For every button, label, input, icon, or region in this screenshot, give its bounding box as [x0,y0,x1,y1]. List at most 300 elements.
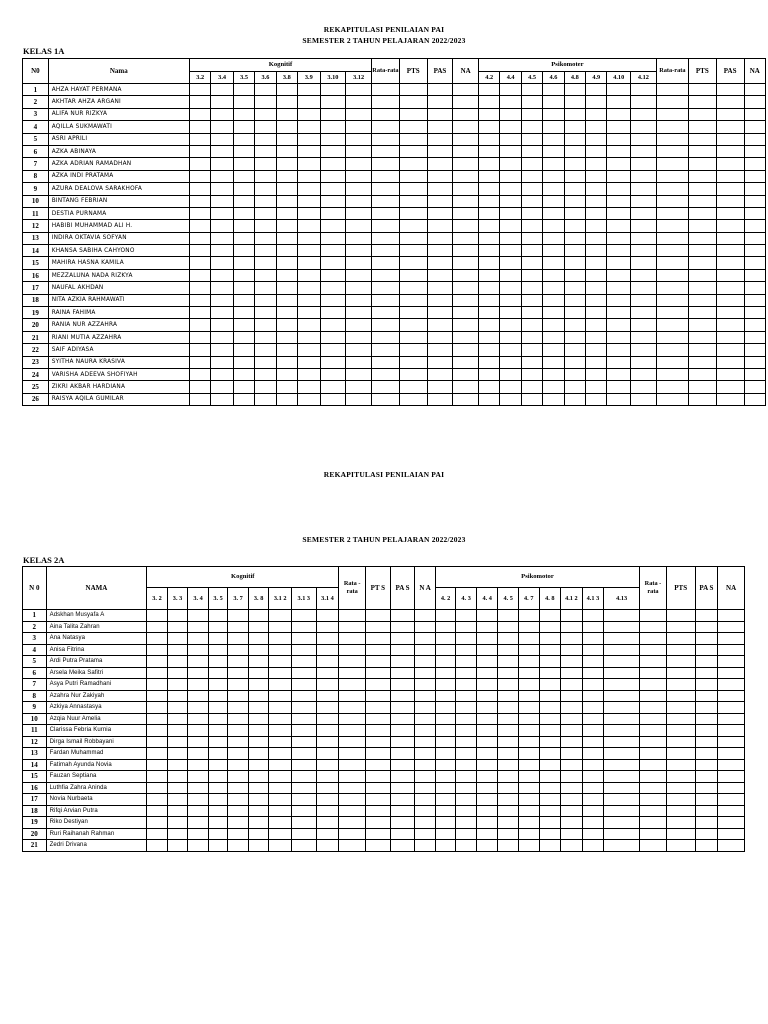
score-cell [147,690,168,702]
score-cell [167,690,188,702]
score-cell [543,393,564,405]
score-cell [666,794,695,806]
score-cell [564,195,585,207]
score-cell [561,794,583,806]
score-cell [498,828,519,840]
score-cell [415,644,436,656]
score-cell [371,356,399,368]
score-cell [415,736,436,748]
score-cell [688,195,716,207]
score-cell [564,356,585,368]
score-cell [582,610,604,622]
score-cell [390,725,415,737]
row-number: 18 [23,294,49,306]
score-cell [498,782,519,794]
score-cell [561,782,583,794]
psikomotor-col-label: 4.5 [521,72,542,84]
score-cell [607,108,631,120]
score-cell [399,207,427,219]
score-cell [269,713,292,725]
score-cell [366,713,391,725]
score-cell [371,220,399,232]
score-cell [346,158,372,170]
score-cell [561,805,583,817]
score-cell [453,319,479,331]
score-cell [228,805,249,817]
score-cell [415,713,436,725]
score-cell [640,713,667,725]
score-cell [435,713,456,725]
score-cell [371,245,399,257]
table-row [23,84,766,96]
score-cell [228,817,249,829]
score-cell [631,96,657,108]
score-cell [248,621,269,633]
kognitif-col-label: 3.1 3 [291,588,316,610]
score-cell [604,633,640,645]
score-cell [718,817,745,829]
score-cell [479,257,500,269]
score-cell [390,748,415,760]
score-cell [320,282,346,294]
score-cell [233,319,254,331]
score-cell [604,644,640,656]
score-cell [298,331,320,343]
score-cell [518,817,539,829]
score-cell [561,771,583,783]
score-cell [211,121,233,133]
score-cell [427,207,453,219]
score-cell [586,331,607,343]
score-cell [500,257,521,269]
score-cell [498,736,519,748]
score-cell [435,782,456,794]
score-cell [255,121,276,133]
score-cell [518,840,539,852]
score-cell [604,794,640,806]
score-cell [539,748,561,760]
score-cell [390,690,415,702]
table-row [23,633,745,645]
score-cell [500,96,521,108]
score-cell [631,220,657,232]
score-cell [640,702,667,714]
score-cell [346,170,372,182]
page-subtitle: SEMESTER 2 TAHUN PELAJARAN 2022/2023 [302,36,466,45]
score-cell [656,282,688,294]
score-cell [291,817,316,829]
table-row [23,713,745,725]
student-name: Zedri Drivana [46,840,147,852]
student-name: Azahra Nur Zakiyah [46,690,147,702]
kognitif-col-label: 3.5 [233,72,254,84]
student-name: RIANI MUTIA AZZAHRA [48,331,189,343]
score-cell [298,145,320,157]
score-cell [564,133,585,145]
score-cell [521,381,542,393]
col-header-kognitif: Kognitif [189,59,371,72]
score-cell [561,679,583,691]
score-cell [456,713,477,725]
score-cell [456,656,477,668]
score-cell [586,170,607,182]
score-cell [233,108,254,120]
score-cell [189,84,210,96]
score-cell [456,690,477,702]
score-cell [208,621,228,633]
score-cell [631,195,657,207]
row-number: 15 [23,771,47,783]
row-number: 19 [23,817,47,829]
score-cell [607,245,631,257]
student-name: Fardan Muhammad [46,748,147,760]
score-cell [564,84,585,96]
score-cell [453,183,479,195]
score-cell [415,805,436,817]
student-name: KHANSA SABIHA CAHYONO [48,245,189,257]
score-cell [167,748,188,760]
score-cell [346,96,372,108]
score-cell [656,207,688,219]
score-cell [744,133,765,145]
row-number: 25 [23,381,49,393]
row-number: 5 [23,656,47,668]
score-cell [666,759,695,771]
col-header-kognitif: Kognitif [147,567,339,588]
score-cell [607,282,631,294]
score-cell [269,644,292,656]
score-cell [453,356,479,368]
score-cell [695,759,718,771]
score-cell [298,393,320,405]
row-number: 2 [23,621,47,633]
table-row [23,782,745,794]
score-cell [255,393,276,405]
score-cell [316,782,339,794]
score-cell [366,771,391,783]
score-cell [228,725,249,737]
score-cell [656,393,688,405]
score-cell [666,690,695,702]
score-cell [208,771,228,783]
score-cell [189,183,210,195]
score-cell [233,356,254,368]
col-header-pts: PTS [666,567,695,610]
score-cell [346,84,372,96]
score-cell [339,748,366,760]
score-cell [479,170,500,182]
score-cell [248,667,269,679]
score-cell [346,232,372,244]
score-cell [427,307,453,319]
table-row [23,393,766,405]
score-cell [607,344,631,356]
score-cell [399,393,427,405]
score-cell [211,307,233,319]
score-cell [500,381,521,393]
score-cell [298,307,320,319]
psikomotor-col-label: 4. 4 [476,588,498,610]
score-cell [604,828,640,840]
score-cell [586,282,607,294]
score-cell [366,690,391,702]
score-cell [582,633,604,645]
score-cell [716,356,744,368]
score-cell [390,782,415,794]
score-cell [167,794,188,806]
col-header-nama: NAMA [46,567,147,610]
score-cell [255,307,276,319]
score-cell [456,771,477,783]
score-cell [695,771,718,783]
score-cell [695,794,718,806]
score-cell [233,145,254,157]
score-cell [390,610,415,622]
score-cell [456,644,477,656]
score-cell [543,220,564,232]
score-cell [631,207,657,219]
score-cell [147,667,168,679]
score-cell [631,344,657,356]
score-cell [640,782,667,794]
score-cell [498,725,519,737]
score-cell [316,610,339,622]
score-cell [688,257,716,269]
score-cell [640,644,667,656]
score-cell [453,393,479,405]
page-title: REKAPITULASI PENILAIAN PAI [323,25,445,34]
score-cell [744,356,765,368]
score-cell [298,133,320,145]
score-cell [188,621,209,633]
score-cell [427,158,453,170]
score-cell [339,725,366,737]
score-cell [390,702,415,714]
score-cell [269,633,292,645]
score-cell [718,621,745,633]
score-cell [479,344,500,356]
score-cell [320,170,346,182]
score-cell [695,633,718,645]
score-cell [479,368,500,380]
table-row [23,245,766,257]
score-cell [607,158,631,170]
score-cell [371,183,399,195]
score-cell [456,610,477,622]
psikomotor-col-label: 4.10 [607,72,631,84]
psikomotor-col-label: 4.8 [564,72,585,84]
score-cell [366,828,391,840]
score-cell [399,368,427,380]
score-cell [498,667,519,679]
score-cell [211,195,233,207]
page-title: REKAPITULASI PENILAIAN PAI [323,470,445,479]
score-cell [586,158,607,170]
score-cell [346,307,372,319]
student-name: NAUFAL AKHDAN [48,282,189,294]
row-number: 20 [23,828,47,840]
kognitif-col-label: 3. 5 [208,588,228,610]
score-cell [208,759,228,771]
score-cell [276,158,297,170]
score-cell [539,656,561,668]
score-cell [453,207,479,219]
score-cell [371,257,399,269]
score-cell [269,610,292,622]
score-cell [539,794,561,806]
score-cell [716,257,744,269]
score-cell [586,133,607,145]
score-cell [189,257,210,269]
score-cell [582,621,604,633]
table-row [23,294,766,306]
score-cell [521,393,542,405]
score-cell [500,84,521,96]
score-cell [453,121,479,133]
score-cell [718,633,745,645]
score-cell [561,748,583,760]
score-cell [427,195,453,207]
score-cell [718,805,745,817]
score-cell [586,393,607,405]
score-cell [543,170,564,182]
score-cell [640,736,667,748]
score-cell [371,282,399,294]
score-cell [366,748,391,760]
score-cell [320,257,346,269]
score-cell [427,381,453,393]
score-cell [276,183,297,195]
score-cell [188,690,209,702]
score-cell [248,713,269,725]
score-cell [415,828,436,840]
score-cell [291,621,316,633]
student-name: AZKA INDI PRATAMA [48,170,189,182]
score-cell [211,344,233,356]
score-cell [276,368,297,380]
score-cell [656,220,688,232]
score-cell [539,759,561,771]
kognitif-col-label: 3.6 [255,72,276,84]
psikomotor-col-label: 4.6 [543,72,564,84]
score-cell [582,713,604,725]
score-cell [211,319,233,331]
score-cell [456,633,477,645]
score-cell [543,232,564,244]
col-header-psikomotor: Psikomotor [435,567,639,588]
score-cell [339,840,366,852]
score-cell [320,84,346,96]
score-cell [564,344,585,356]
score-cell [366,817,391,829]
score-cell [316,713,339,725]
score-cell [255,356,276,368]
score-cell [607,393,631,405]
score-cell [269,679,292,691]
score-cell [233,368,254,380]
score-cell [208,702,228,714]
score-cell [518,759,539,771]
score-cell [640,805,667,817]
score-cell [208,805,228,817]
score-cell [316,725,339,737]
score-cell [586,232,607,244]
score-cell [248,748,269,760]
col-header-pts: PTS [399,59,427,84]
score-cell [582,759,604,771]
table-row [23,690,745,702]
score-cell [339,794,366,806]
score-cell [500,245,521,257]
score-cell [339,656,366,668]
score-cell [366,702,391,714]
score-cell [607,145,631,157]
table-row [23,145,766,157]
score-cell [586,84,607,96]
score-cell [228,840,249,852]
score-cell [233,195,254,207]
score-cell [248,736,269,748]
score-cell [167,805,188,817]
kognitif-col-label: 3.9 [298,72,320,84]
score-cell [399,331,427,343]
score-cell [415,633,436,645]
score-cell [339,702,366,714]
score-cell [718,610,745,622]
score-cell [688,307,716,319]
score-cell [688,207,716,219]
score-cell [188,817,209,829]
score-cell [498,748,519,760]
score-cell [346,195,372,207]
score-cell [255,108,276,120]
score-cell [167,610,188,622]
score-cell [453,294,479,306]
row-number: 2 [23,96,49,108]
score-cell [500,356,521,368]
score-cell [744,195,765,207]
score-cell [564,381,585,393]
score-cell [604,667,640,679]
score-cell [561,759,583,771]
score-cell [147,621,168,633]
score-cell [716,294,744,306]
score-cell [269,748,292,760]
score-cell [604,782,640,794]
score-cell [366,679,391,691]
section-kelas-2a-title [0,469,768,480]
score-cell [604,702,640,714]
score-cell [390,713,415,725]
score-cell [399,133,427,145]
score-cell [390,644,415,656]
score-cell [399,257,427,269]
score-cell [276,121,297,133]
score-cell [500,307,521,319]
score-cell [607,307,631,319]
score-cell [453,344,479,356]
student-name: Adskhan Musyafa A [46,610,147,622]
score-cell [479,245,500,257]
score-cell [543,133,564,145]
score-cell [435,667,456,679]
row-number: 10 [23,195,49,207]
score-cell [415,725,436,737]
score-cell [688,381,716,393]
score-cell [435,771,456,783]
score-cell [453,381,479,393]
score-cell [607,294,631,306]
